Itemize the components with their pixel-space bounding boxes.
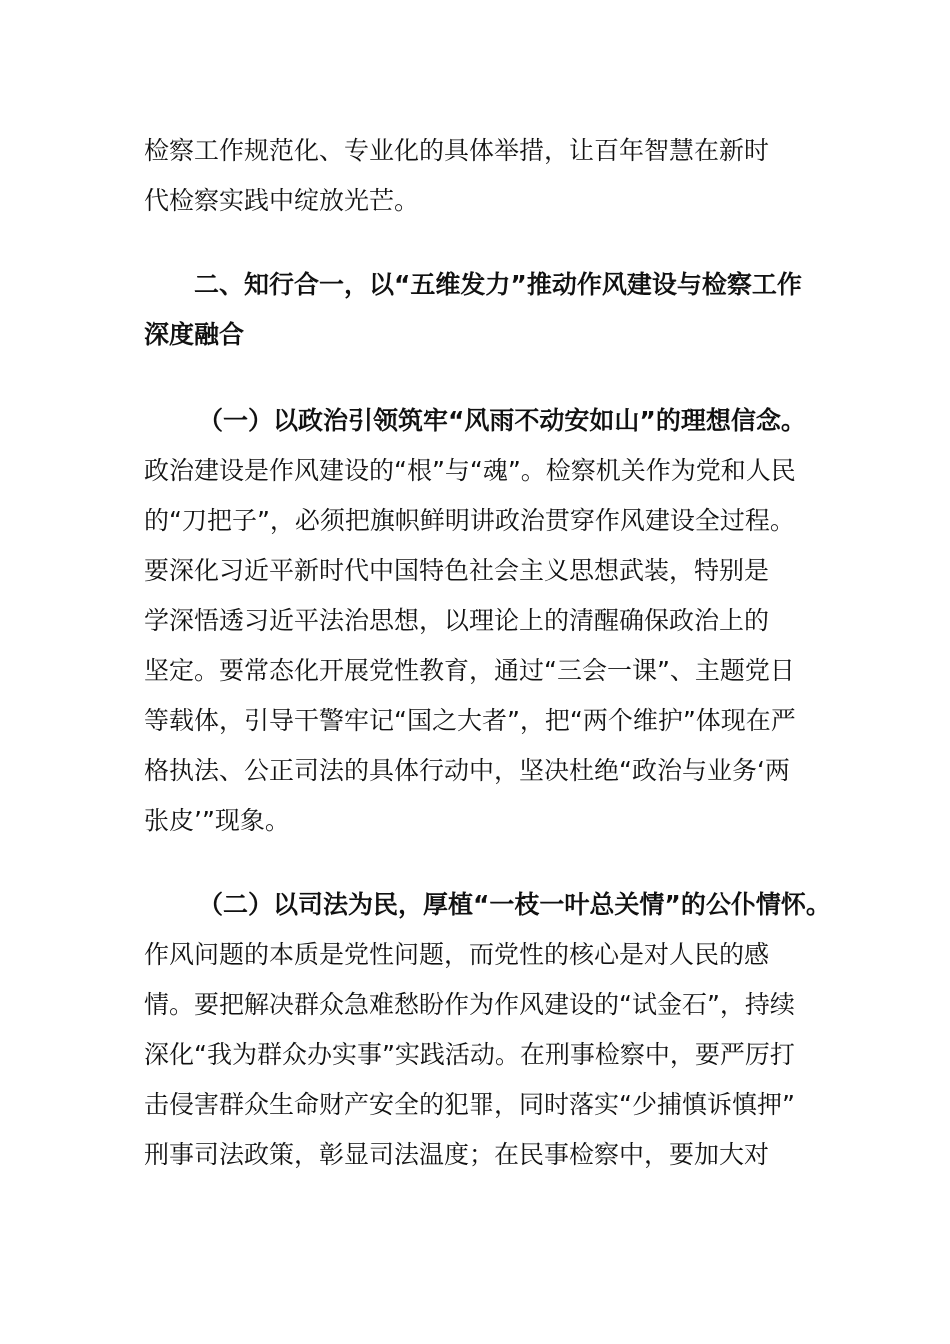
body-text-line: 代检察实践中绽放光芒。: [144, 186, 420, 215]
body-text-line: 作风问题的本质是党性问题，而党性的核心是对人民的感: [144, 940, 770, 969]
body-text-line: 的“刀把子”，必须把旗帜鲜明讲政治贯穿作风建设全过程。: [144, 506, 795, 535]
section-heading-continuation: 深度融合: [144, 320, 245, 349]
subsection-heading: （二）以司法为民，厚植“一枝一叶总关情”的公仆情怀。: [198, 890, 831, 919]
body-text-line: 政治建设是作风建设的“根”与“魂”。检察机关作为党和人民: [144, 456, 796, 485]
subsection-heading: （一）以政治引领筑牢“风雨不动安如山”的理想信念。: [198, 406, 806, 435]
body-text-line: 检察工作规范化、专业化的具体举措，让百年智慧在新时: [144, 136, 770, 165]
body-text-line: 坚定。要常态化开展党性教育，通过“三会一课”、主题党日: [144, 656, 795, 685]
body-text-line: 等载体，引导干警牢记“国之大者”，把“两个维护”体现在严: [144, 706, 796, 735]
body-text-line: 深化“我为群众办实事”实践活动。在刑事检察中，要严厉打: [144, 1040, 795, 1069]
body-text-line: 张皮’”现象。: [144, 806, 290, 835]
body-text-line: 刑事司法政策，彰显司法温度；在民事检察中，要加大对: [144, 1140, 770, 1169]
body-text-line: 击侵害群众生命财产安全的犯罪，同时落实“少捕慎诉慎押”: [144, 1090, 795, 1119]
body-text-line: 格执法、公正司法的具体行动中，坚决杜绝“政治与业务‘两: [144, 756, 790, 785]
body-text-line: 学深悟透习近平法治思想，以理论上的清醒确保政治上的: [144, 606, 770, 635]
body-text-line: 情。要把解决群众急难愁盼作为作风建设的“试金石”，持续: [144, 990, 795, 1019]
section-heading: 二、知行合一，以“五维发力”推动作风建设与检察工作: [194, 270, 802, 299]
body-text-line: 要深化习近平新时代中国特色社会主义思想武装，特别是: [144, 556, 770, 585]
